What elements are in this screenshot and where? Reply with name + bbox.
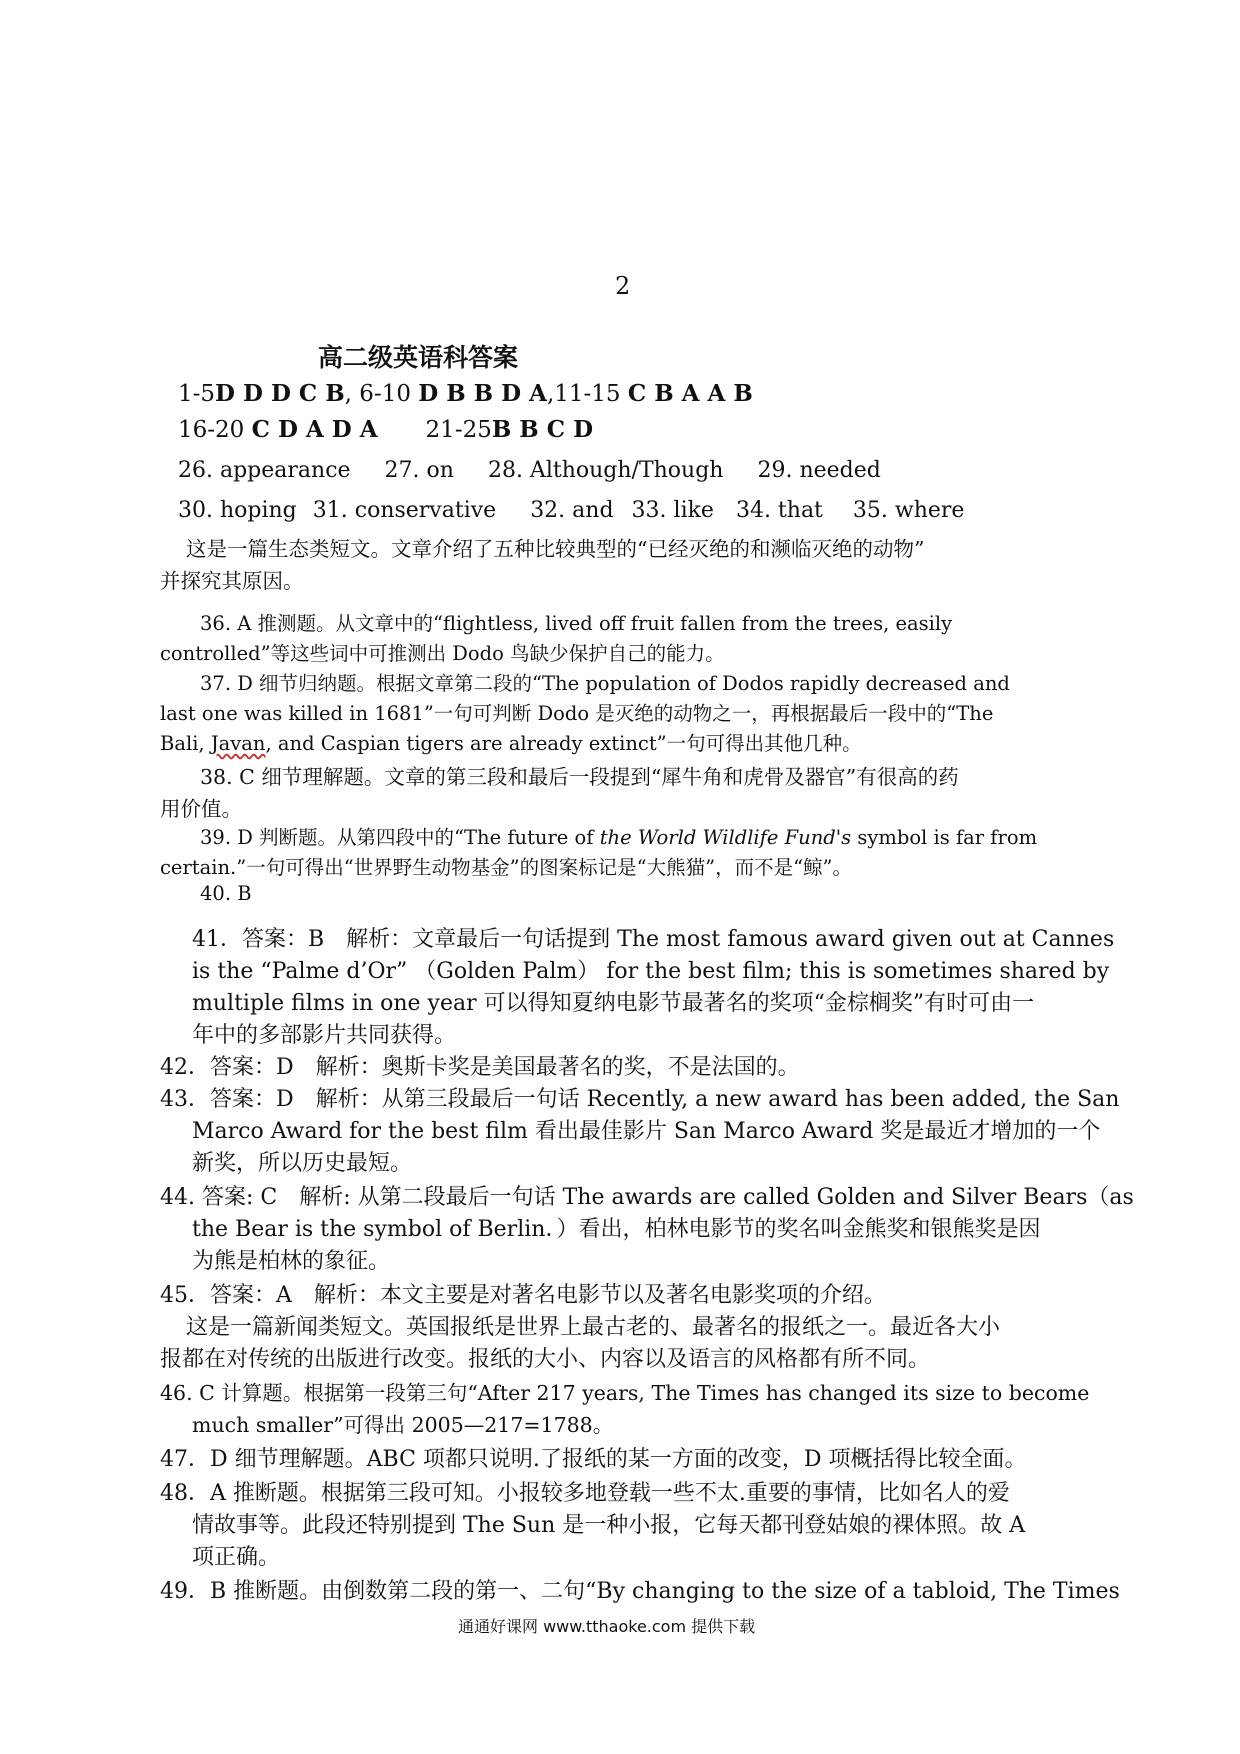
fill-34: 34. that: [735, 498, 823, 523]
fill-31: 31. conservative: [312, 498, 497, 523]
q43-line-2: Marco Award for the best film 看出最佳影片 San Marco Award 奖是最近才增加的一个: [192, 1119, 1101, 1144]
q39-line-1-part-c: symbol is far from: [851, 826, 1038, 849]
q41-line-2: is the “Palme d’Or” （Golden Palm） for the best film; this is sometimes shared by: [192, 959, 1110, 984]
answers-range-6-10: , 6-10: [344, 381, 419, 407]
q49-line-1: 49．B 推断题。由倒数第二段的第一、二句“By changing to the size of a tabloid, The Times: [160, 1579, 1120, 1604]
q37-line-3-part-a: Bali,: [160, 732, 211, 755]
answers-range-11-15: ,11-15: [546, 381, 628, 407]
q43-line-1: 43．答案：D 解析：从第三段最后一句话 Recently, a new award has been added, the San: [160, 1087, 1120, 1112]
q43-line-3: 新奖，所以历史最短。: [192, 1151, 413, 1176]
q37-line-3-part-c: , and Caspian tigers are already extinct”一句可得出其他几种。: [265, 732, 862, 755]
answers-21-25: B B C D: [491, 416, 594, 443]
q39-line-1: [200, 822, 1037, 850]
q37-line-2: last one was killed in 1681”一句可判断 Dodo 是灭绝的动物之一，再根据最后一段中的“The: [160, 702, 994, 725]
answers-range-16-20: 16-20: [178, 417, 252, 443]
fill-27: 27. on: [384, 458, 454, 483]
fill-29: 29. needed: [757, 458, 881, 483]
fill-row-2: [178, 498, 964, 523]
page-number: 2: [615, 272, 631, 300]
q41-line-3: multiple films in one year 可以得知夏纳电影节最著名的奖项“金棕榈奖”有时可由一: [192, 991, 1035, 1016]
fill-row-1: [178, 458, 881, 483]
fill-32: 32. and: [530, 498, 614, 523]
fill-30: 30. hoping: [178, 498, 297, 523]
answers-11-15: C B A A B: [627, 380, 753, 407]
q37-line-1: 37. D 细节归纳题。根据文章第二段的“The population of Dodos rapidly decreased and: [200, 672, 1010, 695]
q39-line-2: certain.”一句可得出“世界野生动物基金”的图案标记是“大熊猫”，而不是“鲸”。: [160, 856, 853, 879]
q44-line-1: 44. 答案: C 解析: 从第二段最后一句话 The awards are called Golden and Silver Bears（as: [160, 1185, 1134, 1210]
answers-row-1: [178, 380, 753, 407]
q48-line-1: 48．A 推断题。根据第三段可知。小报较多地登载一些不太.重要的事情，比如名人的爱: [160, 1481, 1010, 1506]
q38-line-1: 38. C 细节理解题。文章的第三段和最后一段提到“犀牛角和虎骨及器官”有很高的药: [200, 765, 959, 789]
q45: 45．答案：A 解析：本文主要是对著名电影节以及著名电影奖项的介绍。: [160, 1283, 886, 1308]
intro-news-line-2: 报都在对传统的出版进行改变。报纸的大小、内容以及语言的风格都有所不同。: [160, 1347, 931, 1372]
q37-line-3: [160, 728, 862, 756]
q44-line-2: the Bear is the symbol of Berlin．）看出，柏林电影节的奖名叫金熊奖和银熊奖是因: [192, 1217, 1041, 1242]
page-footer: 通通好课网 www.tthaoke.com 提供下载: [458, 1617, 756, 1636]
q37-line-3-javan: Javan: [210, 732, 266, 755]
document-title: 高二级英语科答案: [318, 343, 519, 372]
answers-6-10: D B B D A: [418, 380, 547, 407]
answers-range-21-25: 21-25: [425, 417, 492, 443]
q39-line-1-part-a: 39. D 判断题。从第四段中的“The future of: [200, 826, 600, 849]
q38-line-2: 用价值。: [160, 797, 242, 821]
answers-1-5: D D D C B: [215, 380, 345, 407]
intro-ecology-line-1: 这是一篇生态类短文。文章介绍了五种比较典型的“已经灭绝的和濒临灭绝的动物”: [186, 537, 925, 561]
q41-line-1: 41．答案：B 解析：文章最后一句话提到 The most famous award given out at Cannes: [192, 927, 1115, 952]
fill-26: 26. appearance: [178, 458, 351, 483]
q36-line-1: 36. A 推测题。从文章中的“flightless, lived off fruit fallen from the trees, easily: [200, 612, 953, 635]
q47: 47．D 细节理解题。ABC 项都只说明.了报纸的某一方面的改变，D 项概括得比较全面。: [160, 1447, 1027, 1472]
q46-line-2: much smaller”可得出 2005—217=1788。: [192, 1413, 614, 1437]
fill-33: 33. like: [631, 498, 714, 523]
q40: 40. B: [200, 882, 252, 905]
q39-line-1-italic: the World Wildlife Fund's: [599, 826, 852, 849]
intro-ecology-line-2: 并探究其原因。: [160, 569, 304, 593]
fill-35: 35. where: [852, 498, 965, 523]
q44-line-3: 为熊是柏林的象征。: [192, 1249, 391, 1274]
q48-line-2: 情故事等。此段还特别提到 The Sun 是一种小报，它每天都刊登姑娘的裸体照。故 A: [192, 1513, 1026, 1538]
q41-line-4: 年中的多部影片共同获得。: [192, 1023, 457, 1048]
q42: 42．答案：D 解析：奥斯卡奖是美国最著名的奖，不是法国的。: [160, 1055, 800, 1080]
answers-16-20: C D A D A: [251, 416, 378, 443]
fill-28: 28. Although/Though: [487, 458, 724, 483]
q36-line-2: controlled”等这些词中可推测出 Dodo 鸟缺少保护自己的能力。: [160, 642, 725, 665]
q48-line-3: 项正确。: [192, 1545, 281, 1570]
q46-line-1: 46. C 计算题。根据第一段第三句“After 217 years, The Times has changed its size to become: [160, 1381, 1090, 1405]
answers-range-1-5: 1-5: [178, 381, 216, 407]
answers-row-2: [178, 416, 593, 443]
intro-news-line-1: 这是一篇新闻类短文。英国报纸是世界上最古老的、最著名的报纸之一。最近各大小: [186, 1315, 1001, 1340]
